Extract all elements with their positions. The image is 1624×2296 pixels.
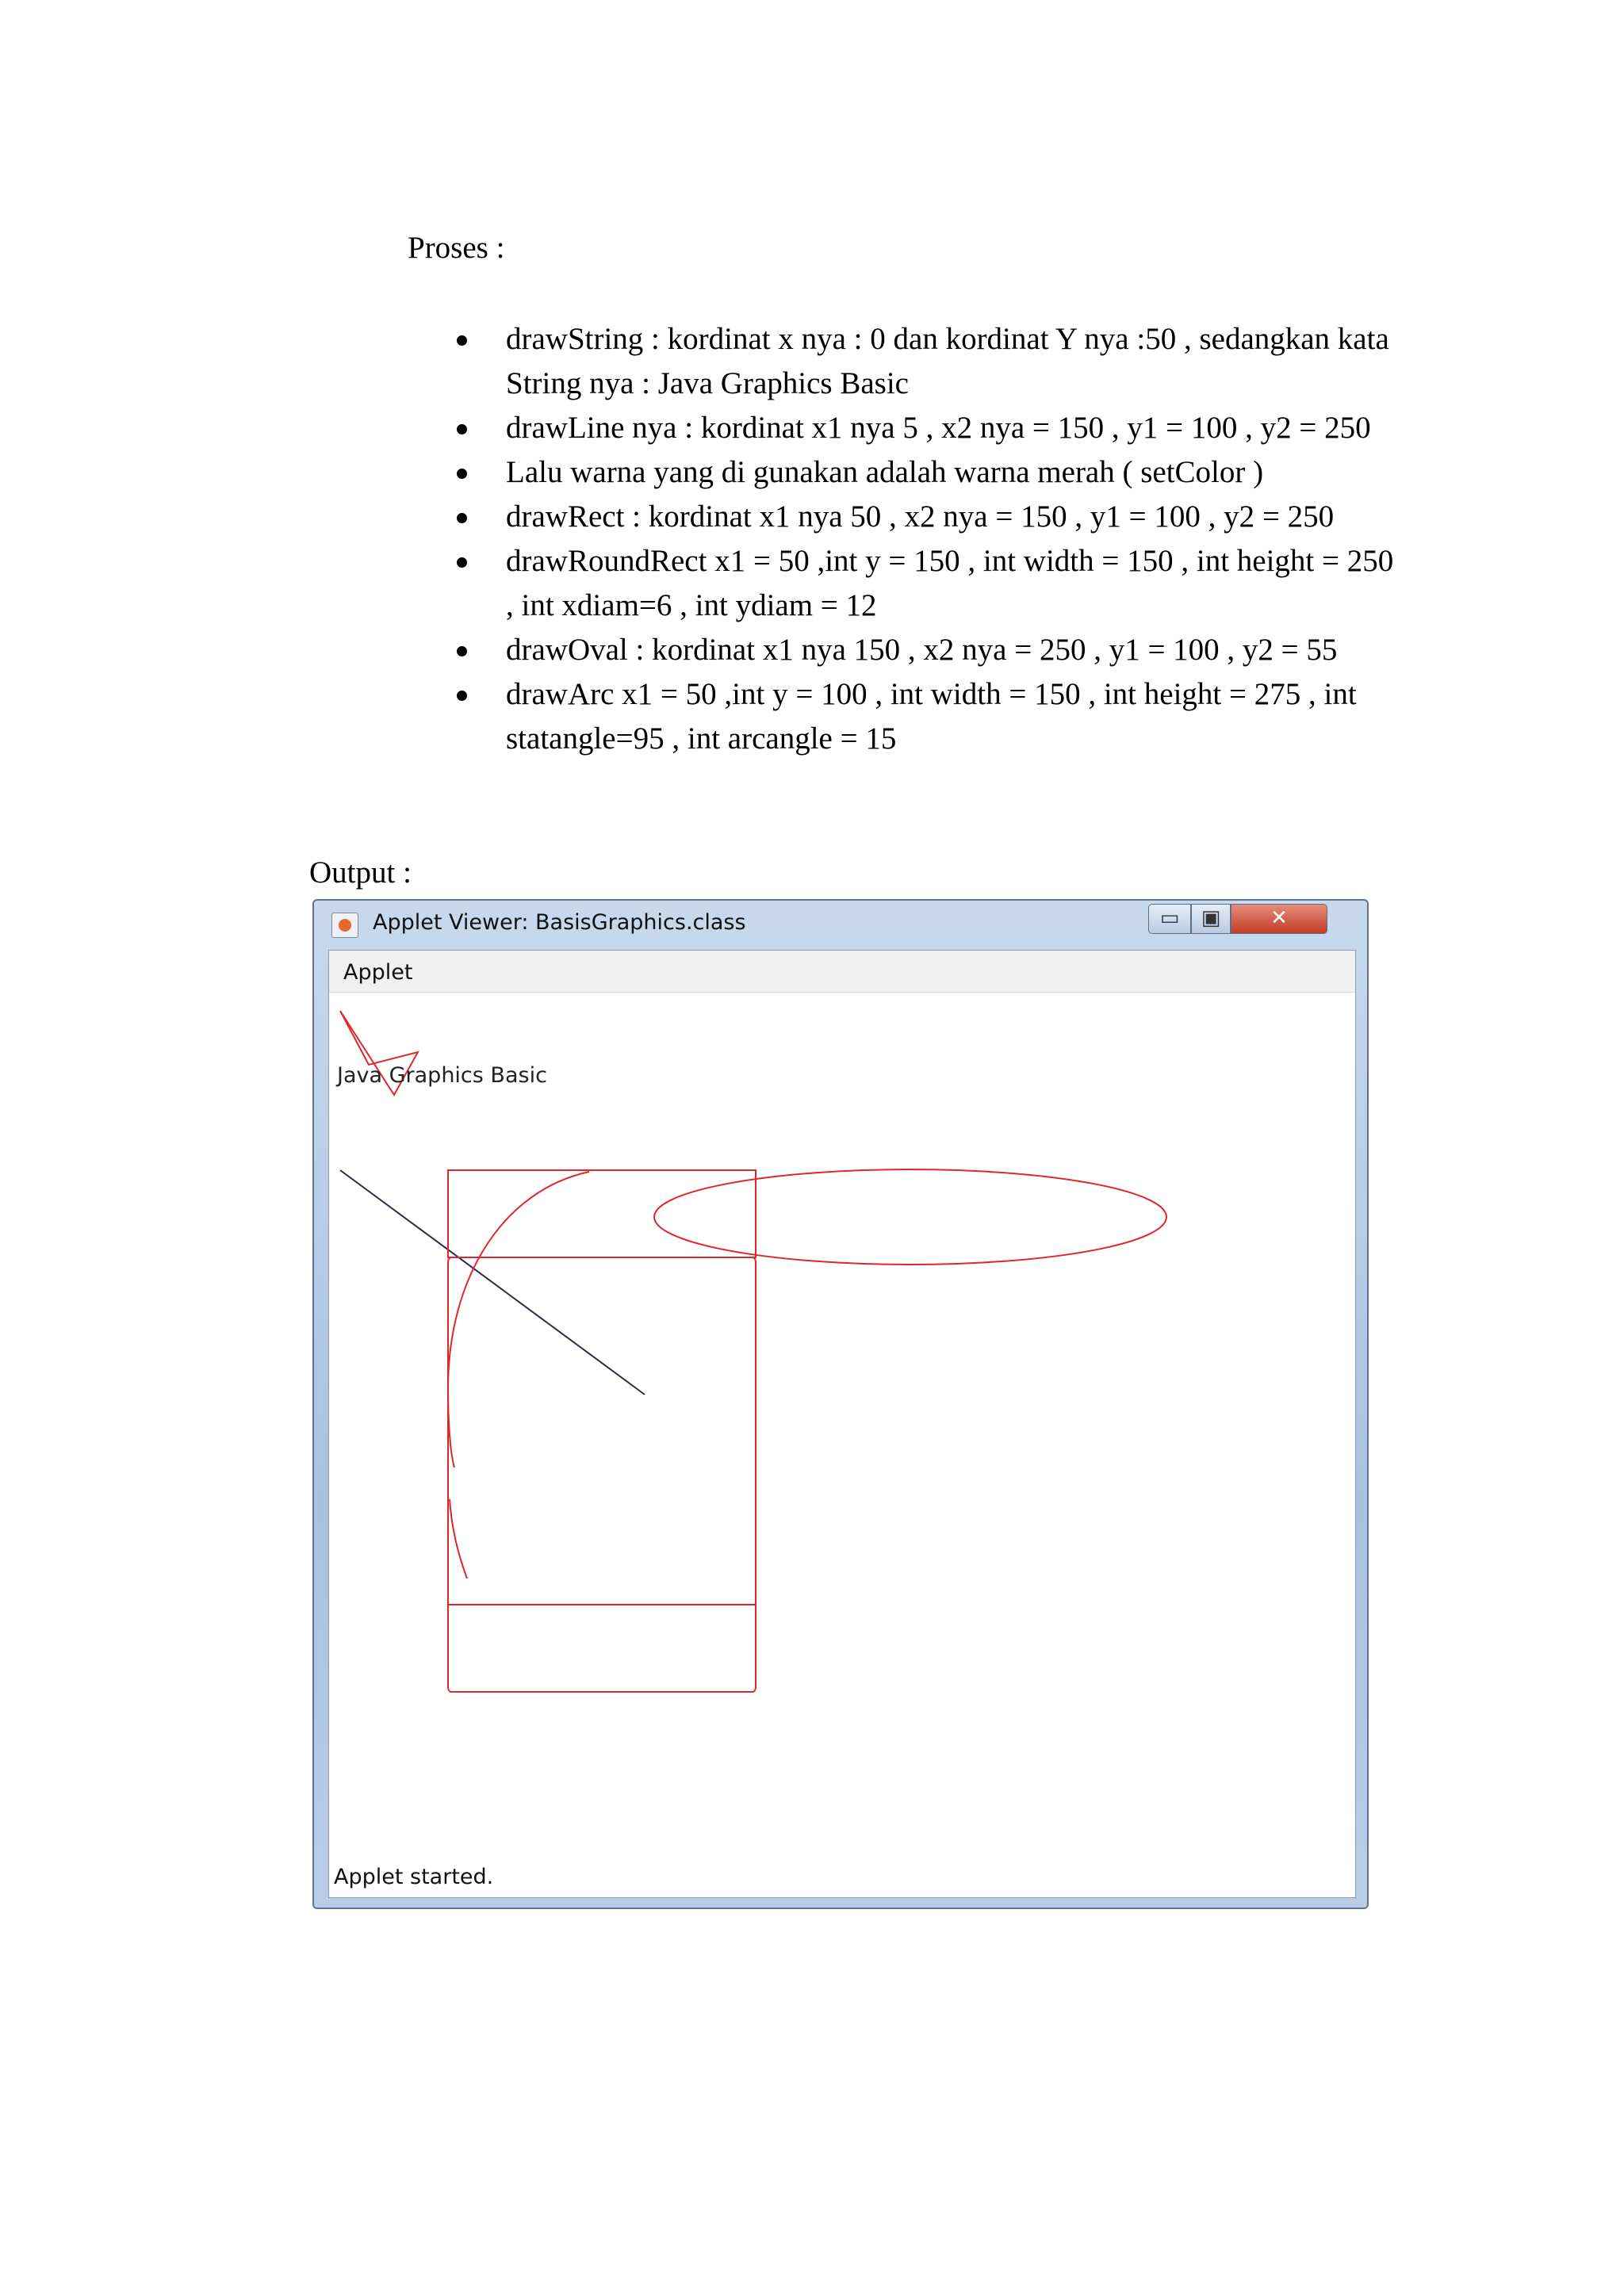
close-button[interactable]: ✕ <box>1231 904 1327 934</box>
applet-viewer-window <box>312 899 1369 1909</box>
canvas-string: Java Graphics Basic <box>337 1063 547 1088</box>
list-item: drawLine nya : kordinat x1 nya 5 , x2 nya = 150 , y1 = 100 , y2 = 250 <box>506 406 1394 450</box>
applet-client-area <box>328 950 1356 1898</box>
window-title: Applet Viewer: BasisGraphics.class <box>373 910 746 935</box>
menu-applet[interactable]: Applet <box>343 960 413 985</box>
maximize-button[interactable]: ▣ <box>1191 904 1231 934</box>
bullet-icon <box>457 424 467 434</box>
drawrect-shape <box>448 1170 756 1257</box>
drawroundrect-shape <box>448 1257 756 1692</box>
bullet-icon <box>457 646 467 656</box>
output-heading: Output : <box>309 855 412 890</box>
drawarc-shape <box>448 1172 589 1468</box>
java-app-icon <box>331 913 358 938</box>
minimize-button[interactable]: ▭ <box>1148 904 1191 934</box>
list-item: Lalu warna yang di gunakan adalah warna merah ( setColor ) <box>506 450 1394 495</box>
drawoval-shape <box>654 1169 1166 1265</box>
proses-heading: Proses : <box>408 231 505 265</box>
list-item: drawRoundRect x1 = 50 ,int y = 150 , int width = 150 , int height = 250 , int xdiam=6 , int ydiam = 12 <box>506 539 1394 628</box>
bullet-icon <box>457 469 467 479</box>
bullet-icon <box>457 513 467 523</box>
list-item: drawRect : kordinat x1 nya 50 , x2 nya = 150 , y1 = 100 , y2 = 250 <box>506 495 1394 539</box>
applet-canvas <box>329 992 1355 1864</box>
menu-bar <box>329 951 1355 993</box>
list-item: drawString : kordinat x nya : 0 dan kordinat Y nya :50 , sedangkan kata String nya : Java Graphics Basic <box>506 317 1394 406</box>
bullet-icon <box>457 691 467 701</box>
bullet-icon <box>457 335 467 346</box>
list-item: drawArc x1 = 50 ,int y = 100 , int width = 150 , int height = 275 , int statangle=95 , int arcangle = 15 <box>506 672 1394 761</box>
list-item: drawOval : kordinat x1 nya 150 , x2 nya = 250 , y1 = 100 , y2 = 55 <box>506 628 1394 672</box>
drawline-shape <box>340 1170 645 1395</box>
bullet-icon <box>457 557 467 568</box>
status-bar-text: Applet started. <box>334 1865 494 1889</box>
process-list <box>506 317 1394 761</box>
drawarc-tail-shape <box>450 1499 467 1578</box>
